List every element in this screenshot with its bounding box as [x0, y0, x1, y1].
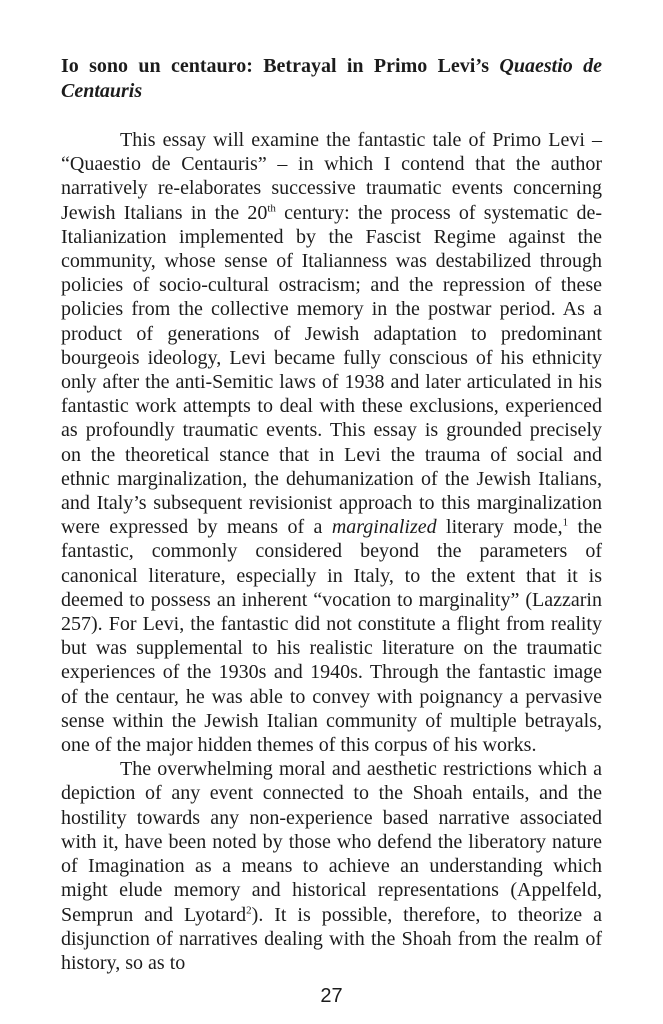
footnote-ref-2[interactable]: 2: [246, 903, 252, 916]
emphasis-marginalized: marginalized: [331, 516, 437, 539]
title-italic: Quaestio de Centauris: [61, 55, 602, 102]
paragraph-1-text-c: literary mode,: [436, 516, 563, 539]
paragraph-1-text-b: century: the process of systematic de-Italianization implemented by the Fascist Regime against the community, whose sense of Italianness was destabilized through policies of socio-cultural ostracism; and the repression of these policies from the collective memory in the postwar period. As a product of generations of Jewish adaptation to predominant bourgeois ideology, Levi became fully conscious of his ethnicity only after the anti-Semitic laws of 1938 and later articulated in his fantastic work attempts to deal with these exclusions, experienced as profoundly traumatic events. This essay is grounded precisely on the theoretical stance that in Levi the trauma of social and ethnic marginalization, the dehumanization of the Jewish Italians, and Italy’s subsequent revisionist approach to this marginalization were expressed by means of a: [61, 201, 602, 539]
article-body: [61, 128, 602, 975]
paragraph-2-text-a: The overwhelming moral and aesthetic restrictions which a depiction of any event connected to the Shoah entails, and the hostility towards any non-experience based narrative associated with it, have been noted by those who defend the liberatory nature of Imagination as a means to achieve an understanding which might elude memory and historical representations (Appelfeld, Semprun and Lyotard: [61, 758, 602, 926]
article-title: [61, 54, 602, 104]
paragraph-1-text-d: the fantastic, commonly considered beyond the parameters of canonical literature, especially in Italy, to the extent that it is deemed to possess an inherent “vocation to marginality” (Lazzarin 257). For Levi, the fantastic did not constitute a flight from reality but was supplemental to his realistic literature on the traumatic experiences of the 1930s and 1940s. Through the fantastic image of the centaur, he was able to convey with poignancy a pervasive sense within the Jewish Italian community of multiple betrayals, one of the major hidden themes of this corpus of his works.: [61, 516, 602, 757]
title-main: Io sono un centauro: Betrayal in Primo Levi’s: [61, 55, 500, 77]
paragraph-1-text-a: This essay will examine the fantastic tale of Primo Levi – “Quaestio de Centauris” – in which I contend that the author narratively re-elaborates successive traumatic events concerning Jewish Italians in the 20: [61, 129, 602, 224]
superscript-th: th: [267, 201, 276, 214]
paragraph-2: [61, 757, 602, 975]
page-number: 27: [320, 985, 343, 1007]
footnote-ref-1[interactable]: 1: [562, 516, 569, 529]
paragraph-1: [61, 128, 602, 757]
paragraph-2-text-b: ). It is possible, therefore, to theorize a disjunction of narratives dealing with the Shoah from the realm of history, so as to: [61, 903, 602, 974]
